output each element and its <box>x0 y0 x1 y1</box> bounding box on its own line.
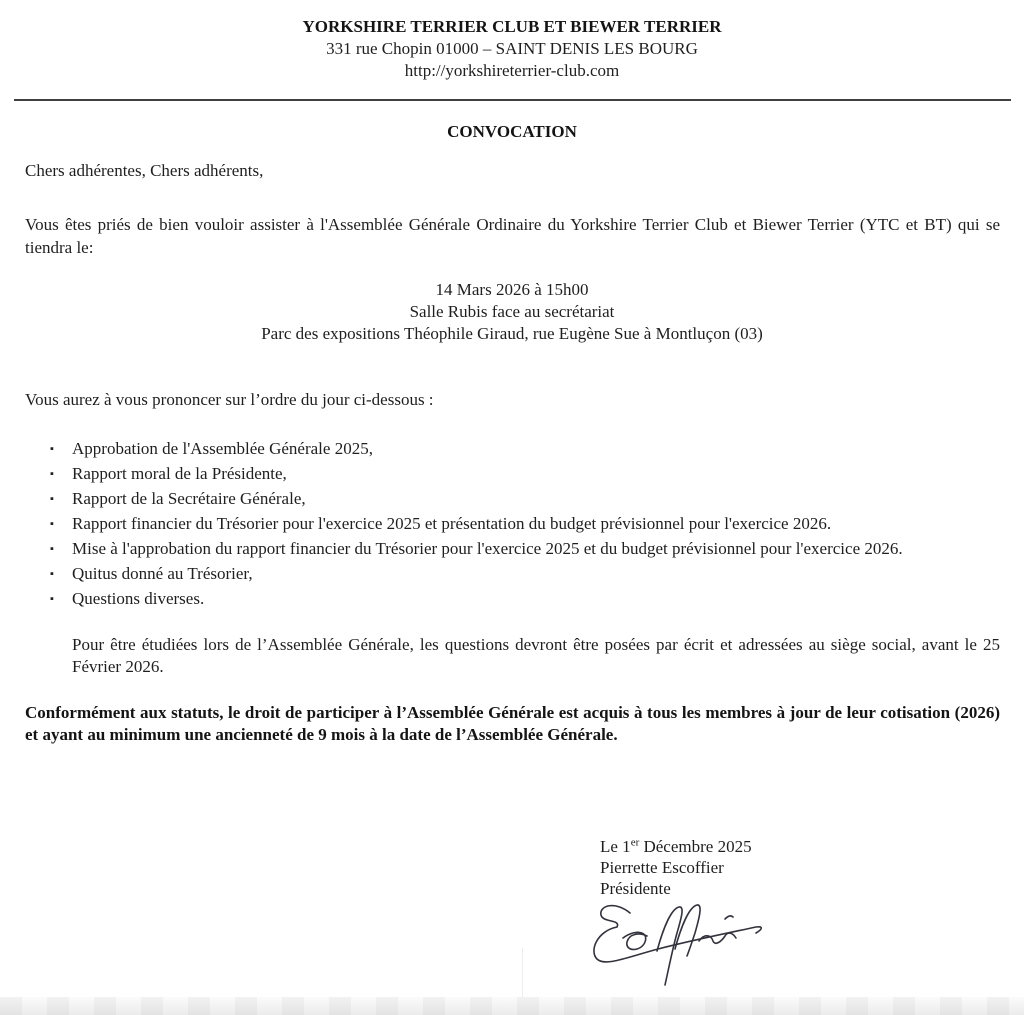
agenda-item <box>50 438 1000 460</box>
signatory-role: Présidente <box>600 879 671 898</box>
scan-artifact-band <box>0 997 1024 1015</box>
org-website: http://yorkshireterrier-club.com <box>404 61 620 80</box>
square-bullet-icon: ▪ <box>50 568 54 580</box>
agenda-item <box>50 588 1000 610</box>
square-bullet-icon: ▪ <box>50 543 54 555</box>
agenda-item-text: Questions diverses. <box>72 589 205 608</box>
statute-paragraph: Conformément aux statuts, le droit de participer à l’Assemblée Générale est acquis à tous les membres à jour de leur cotisation (2026) et ayant au minimum une ancienneté de 9 mois à la date de l’Assemblée Générale. <box>25 703 1000 744</box>
agenda-item-text: Rapport de la Secrétaire Générale, <box>72 489 306 508</box>
square-bullet-icon: ▪ <box>50 593 54 605</box>
event-room: Salle Rubis face au secrétariat <box>409 302 615 321</box>
square-bullet-icon: ▪ <box>50 468 54 480</box>
agenda-item-text: Approbation de l'Assemblée Générale 2025, <box>72 439 373 458</box>
agenda-item-text: Rapport moral de la Présidente, <box>72 464 287 483</box>
square-bullet-icon: ▪ <box>50 518 54 530</box>
event-venue: Parc des expositions Théophile Giraud, rue Eugène Sue à Montluçon (03) <box>261 324 763 343</box>
handwritten-signature <box>586 893 771 988</box>
org-address: 331 rue Chopin 01000 – SAINT DENIS LES BOURG <box>326 39 698 58</box>
document-title: CONVOCATION <box>447 122 577 141</box>
questions-note: Pour être étudiées lors de l’Assemblée Générale, les questions devront être posées par écrit et adressées au siège social, avant le 25 Février 2026. <box>72 635 1000 676</box>
agenda-item <box>50 563 1000 585</box>
agenda-item <box>50 463 1000 485</box>
agenda-list <box>50 438 1000 613</box>
square-bullet-icon: ▪ <box>50 493 54 505</box>
greeting-line: Chers adhérentes, Chers adhérents, <box>25 161 264 180</box>
header-divider <box>14 99 1011 101</box>
agenda-item <box>50 488 1000 510</box>
agenda-intro-line: Vous aurez à vous prononcer sur l’ordre du jour ci-dessous : <box>25 390 434 409</box>
square-bullet-icon: ▪ <box>50 443 54 455</box>
agenda-item <box>50 538 1000 560</box>
event-datetime: 14 Mars 2026 à 15h00 <box>435 280 589 299</box>
signatory-name: Pierrette Escoffier <box>600 858 724 877</box>
agenda-item-text: Rapport financier du Trésorier pour l'exercice 2025 et présentation du budget prévisionnel pour l'exercice 2026. <box>72 514 832 533</box>
signature-block <box>600 836 752 899</box>
agenda-item-text: Mise à l'approbation du rapport financier du Trésorier pour l'exercice 2025 et du budget prévisionnel pour l'exercice 2026. <box>72 539 903 558</box>
org-name: YORKSHIRE TERRIER CLUB ET BIEWER TERRIER <box>302 17 722 36</box>
event-details <box>0 279 1024 345</box>
ordinal-superscript: er <box>630 836 640 849</box>
agenda-item <box>50 513 1000 535</box>
signature-date: Le 1er Décembre 2025 <box>600 836 752 856</box>
letterhead <box>0 16 1024 82</box>
intro-paragraph: Vous êtes priés de bien vouloir assister à l'Assemblée Générale Ordinaire du Yorkshire Terrier Club et Biewer Terrier (YTC et BT) qui se tiendra le: <box>25 215 1000 257</box>
agenda-item-text: Quitus donné au Trésorier, <box>72 564 253 583</box>
